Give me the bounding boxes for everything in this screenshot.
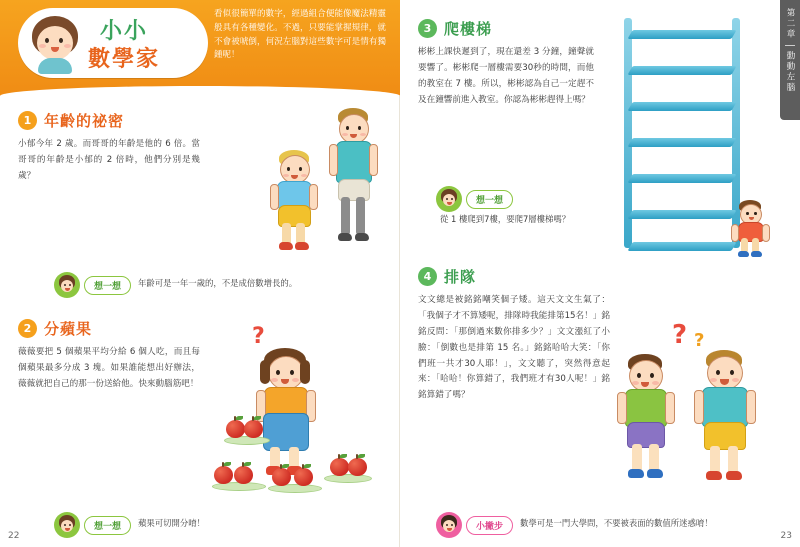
section-3-header xyxy=(418,18,608,39)
stair-step xyxy=(627,210,736,219)
girl-vivi xyxy=(254,348,324,488)
hint-2-badge xyxy=(54,512,131,538)
chapter-tab-chapter: 第二章 xyxy=(785,8,795,40)
apple-icon xyxy=(234,466,253,484)
question-mark-icon: ? xyxy=(252,324,265,349)
hint-3-text: 從 1 樓爬到7樓，要爬7層樓梯嗎？ xyxy=(440,214,571,224)
hint-4-label: 小撇步 xyxy=(466,516,513,535)
section-3-number: 3 xyxy=(418,19,437,38)
stair-step xyxy=(627,242,736,251)
boy-wenwen xyxy=(616,354,682,496)
apple-icon xyxy=(226,420,245,438)
page-number-right: 23 xyxy=(780,531,792,541)
right-page xyxy=(400,0,800,547)
stair-step xyxy=(627,174,736,183)
hint-avatar-icon xyxy=(54,272,80,298)
hint-4-text: 數學可是一門大學問，不要被表面的數值所迷惑唷！ xyxy=(520,518,713,528)
section-1-number: 1 xyxy=(18,111,37,130)
hint-1 xyxy=(54,272,354,298)
hint-4-badge xyxy=(436,512,513,538)
tab-divider xyxy=(785,45,795,46)
plate xyxy=(324,474,372,483)
apple-icon xyxy=(348,458,367,476)
boy-binbin-running xyxy=(730,200,774,260)
section-1-title: 年齡的祕密 xyxy=(44,112,125,130)
plate xyxy=(268,484,322,493)
apple-icon xyxy=(330,458,349,476)
section-1-body: 小郁今年 2 歲。而哥哥的年齡是他的 6 倍。當哥哥的年齡是小郁的 2 倍時，他們分別是幾歲？ xyxy=(18,139,200,181)
section-3-title: 爬樓梯 xyxy=(444,20,493,38)
title-line-2: 數學家 xyxy=(88,47,161,72)
stair-step xyxy=(627,66,736,75)
section-4-title: 排隊 xyxy=(444,268,477,286)
illustration-stairs xyxy=(608,14,778,260)
intro-paragraph: 看似很簡單的數字，經過組合便能像魔法精靈般具有各種變化。不過，只要能掌握規律，就不會被唬倒，何況左腦對這些數字可是情有獨鍾呢！ xyxy=(214,9,386,61)
page-title xyxy=(86,12,204,74)
title-line-1: 小小 xyxy=(100,19,149,44)
page-number-left: 22 xyxy=(8,531,20,541)
hint-1-label: 想一想 xyxy=(84,276,131,295)
hint-1-badge xyxy=(54,272,131,298)
section-4-body: 文文總是被銘銘嘲笑個子矮。這天文文生氣了：「我個子才不算矮呢，排隊時我能排第15名！」銘銘反問：「那倒過來數你排多少？」文文漲紅了小臉：「倒數也是排第 15 名。」銘銘哈哈大笑：「你們班一共才30人耶！」，文文聽了，突然得意起來：「哈哈！你算錯了，我們班才有30人呢！」銘銘算錯了嗎？ xyxy=(418,295,610,401)
section-2-title: 分蘋果 xyxy=(44,320,93,338)
stair-step xyxy=(627,138,736,147)
hint-2-text: 蘋果可切開分唷！ xyxy=(138,518,206,528)
stair-step xyxy=(627,30,736,39)
mascot-girl-icon xyxy=(26,14,84,72)
hint-2-label: 想一想 xyxy=(84,516,131,535)
section-3-body: 彬彬上課快遲到了，現在還差 3 分鐘，鐘聲就要響了。彬彬爬一層樓需要30秒的時間，而他的教室在 7 樓。所以，彬彬認為自己一定趕不及在鐘響前進入教室。你認為彬彬趕得上嗎？ xyxy=(418,47,594,105)
chapter-tab xyxy=(780,0,800,120)
section-1-header xyxy=(18,110,258,131)
section-2-number: 2 xyxy=(18,319,37,338)
boy-older xyxy=(330,108,388,256)
apple-icon xyxy=(244,420,263,438)
hint-avatar-icon xyxy=(436,512,462,538)
section-3 xyxy=(418,18,608,109)
header-banner xyxy=(0,0,400,96)
chapter-tab-label: 動動左腦 xyxy=(785,50,795,93)
illustration-two-boys xyxy=(272,108,392,256)
hint-avatar-icon xyxy=(54,512,80,538)
boy-mingming xyxy=(692,350,764,496)
hint-1-text: 年齡可是一年一歲的，不是成倍數增長的。 xyxy=(138,278,298,288)
apple-icon xyxy=(272,468,291,486)
title-plate xyxy=(18,8,208,78)
boy-younger xyxy=(272,150,328,256)
section-2-body: 薇薇要把 5 個蘋果平均分給 6 個人吃，而且每個蘋果最多分成 3 塊。如果誰能想出好辦法，薇薇就把自己的那一份送給他。快來動腦筋吧！ xyxy=(18,347,200,389)
section-4-number: 4 xyxy=(418,267,437,286)
illustration-two-boys-arguing xyxy=(616,320,784,496)
stair-step xyxy=(627,102,736,111)
hint-2 xyxy=(54,512,354,538)
illustration-girl-apples xyxy=(206,324,396,506)
section-1 xyxy=(18,110,258,185)
question-mark-icon: ? xyxy=(694,330,705,351)
question-mark-icon: ? xyxy=(672,320,688,350)
hint-4 xyxy=(436,512,786,538)
hint-3-label: 想一想 xyxy=(466,190,513,209)
apple-icon xyxy=(294,468,313,486)
section-4-header xyxy=(418,266,668,287)
apple-icon xyxy=(214,466,233,484)
